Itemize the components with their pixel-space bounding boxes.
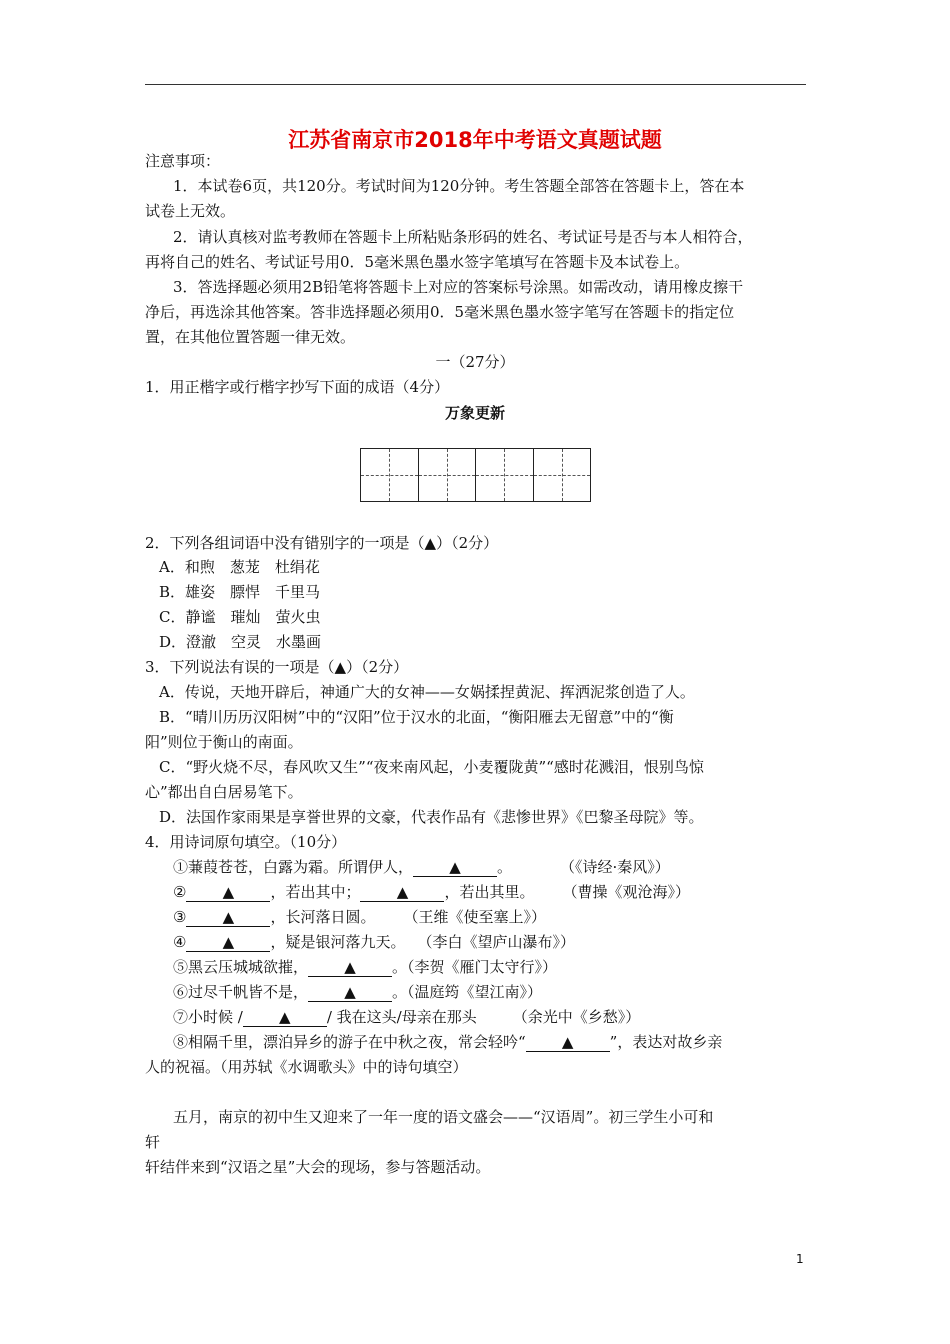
q3-option-a: A．传说，天地开辟后，神通广大的女神——女娲揉捏黄泥、挥洒泥浆创造了人。: [159, 683, 695, 701]
q2-option-a: A．和煦 葱茏 杜绢花: [159, 558, 320, 576]
answer-blank[interactable]: ▲: [186, 909, 270, 927]
q4-line-1-text: ①蒹葭苍苍，白露为霜。所谓伊人，: [173, 858, 414, 876]
q4-line-3-text: ，长河落日圆。: [270, 908, 376, 926]
idiom: 万象更新: [444, 404, 505, 422]
page-title: 江苏省南京市2018年中考语文真题试题: [288, 128, 662, 152]
q3-option-d: D．法国作家雨果是享誉世界的文豪，代表作品有《悲惨世界》《巴黎圣母院》等。: [159, 808, 704, 826]
notice-item-3-cont: 净后，再选涂其他答案。答非选择题必须用0．5毫米黑色墨水签字笔写在答题卡的指定位: [145, 303, 735, 321]
grid-cell: [419, 449, 477, 501]
notice-item-2: 2．请认真核对监考教师在答题卡上所粘贴条形码的姓名、考试证号是否与本人相符合，: [173, 228, 753, 246]
q4-line-2-text: ，若出其中；: [270, 883, 361, 901]
answer-blank[interactable]: ▲: [308, 984, 392, 1002]
q2-option-c: C．静谧 璀灿 萤火虫: [159, 608, 321, 626]
q4-line-2: [173, 882, 690, 902]
q4-line-4-num: ④: [173, 933, 187, 951]
notice-item-3: 3．答选择题必须用2B铅笔将答题卡上对应的答案标号涂黑。如需改动，请用橡皮擦干: [173, 278, 744, 296]
answer-blank[interactable]: ▲: [526, 1034, 610, 1052]
q4-line-1-end: 。: [497, 858, 513, 876]
notice-item-2-cont: 再将自己的姓名、考试证号用0．5毫米黑色墨水签字笔填写在答题卡及本试卷上。: [145, 253, 690, 271]
q4-line-6-text: ⑥过尽千帆皆不是，: [173, 983, 309, 1001]
question-4: 4．用诗词原句填空。（10分）: [145, 833, 347, 851]
q4-line-7-source: （余光中《乡愁》）: [512, 1008, 641, 1026]
page-number: 1: [796, 1252, 804, 1266]
answer-blank[interactable]: ▲: [360, 884, 444, 902]
q4-line-6: [173, 982, 542, 1002]
header-rule: [145, 84, 806, 85]
q4-line-7: [173, 1007, 640, 1027]
q4-line-8: [173, 1032, 722, 1052]
q2-option-d: D．澄澈 空灵 水墨画: [159, 633, 322, 651]
section-heading: 一（27分）: [435, 353, 515, 371]
notice-item-3-cont2: 置，在其他位置答题一律无效。: [145, 328, 356, 346]
grid-cell: [476, 449, 534, 501]
q4-line-2-text2: ，若出其里。: [444, 883, 535, 901]
q4-line-4-text: ，疑是银河落九天。: [270, 933, 406, 951]
question-1: 1．用正楷字或行楷字抄写下面的成语（4分）: [145, 378, 450, 396]
answer-blank[interactable]: ▲: [243, 1009, 327, 1027]
answer-blank[interactable]: ▲: [186, 934, 270, 952]
notice-item-1-cont: 试卷上无效。: [145, 202, 236, 220]
notice-item-1: 1．本试卷6页，共120分。考试时间为120分钟。考生答题全部答在答题卡上，答在本: [173, 177, 745, 195]
answer-blank[interactable]: ▲: [186, 884, 270, 902]
grid-cell: [361, 449, 419, 501]
q4-line-1-source: （《诗经·秦风》）: [560, 858, 670, 876]
q3-option-b-cont: 阳”则位于衡山的南面。: [145, 733, 303, 751]
q3-option-c-cont: 心”都出自白居易笔下。: [145, 783, 303, 801]
question-3: 3．下列说法有误的一项是（▲）（2分）: [145, 658, 409, 676]
q4-line-3-source: （王维《使至塞上》）: [403, 908, 546, 926]
q4-line-6-source: 。（温庭筠《望江南》）: [392, 983, 543, 1001]
q4-line-5: [173, 957, 557, 977]
passage-line-3: 轩结伴来到“汉语之星”大会的现场，参与答题活动。: [145, 1158, 491, 1176]
q4-line-2-num: ②: [173, 883, 187, 901]
q4-line-8-text: ⑧相隔千里，漂泊异乡的游子在中秋之夜，常会轻吟“: [173, 1033, 526, 1051]
q4-line-5-source: 。（李贺《雁门太守行》）: [392, 958, 558, 976]
grid-cell: [534, 449, 591, 501]
q4-line-7-text: ⑦小时候 /: [173, 1008, 243, 1026]
writing-grid: [360, 448, 591, 502]
q4-line-4: [173, 932, 575, 952]
q4-line-5-text: ⑤黑云压城城欲摧，: [173, 958, 309, 976]
question-2: 2．下列各组词语中没有错别字的一项是（▲）（2分）: [145, 534, 499, 552]
q4-line-8-cont: 人的祝福。（用苏轼《水调歌头》中的诗句填空）: [145, 1058, 468, 1076]
q4-line-2-source: （曹操《观沧海》）: [562, 883, 690, 901]
q4-line-8-text2: ”，表达对故乡亲: [609, 1033, 723, 1051]
q4-line-3-num: ③: [173, 908, 187, 926]
q4-line-3: [173, 907, 546, 927]
notice-heading: 注意事项：: [145, 152, 221, 170]
q4-line-4-source: （李白《望庐山瀑布》）: [417, 933, 575, 951]
q3-option-b: B．“晴川历历汉阳树”中的“汉阳”位于汉水的北面，“衡阳雁去无留意”中的“衡: [159, 708, 674, 726]
q4-line-1: [173, 857, 670, 877]
answer-blank[interactable]: ▲: [413, 859, 497, 877]
q2-option-b: B．雄姿 膘悍 千里马: [159, 583, 321, 601]
passage-line-2: 轩: [145, 1133, 161, 1151]
q3-option-c: C．“野火烧不尽，春风吹又生”“夜来南风起，小麦覆陇黄”“感时花溅泪，恨别鸟惊: [159, 758, 704, 776]
q4-line-7-text2: / 我在这头/母亲在那头: [326, 1008, 477, 1026]
passage-line-1: 五月，南京的初中生又迎来了一年一度的语文盛会——“汉语周”。初三学生小可和: [173, 1108, 714, 1126]
answer-blank[interactable]: ▲: [308, 959, 392, 977]
